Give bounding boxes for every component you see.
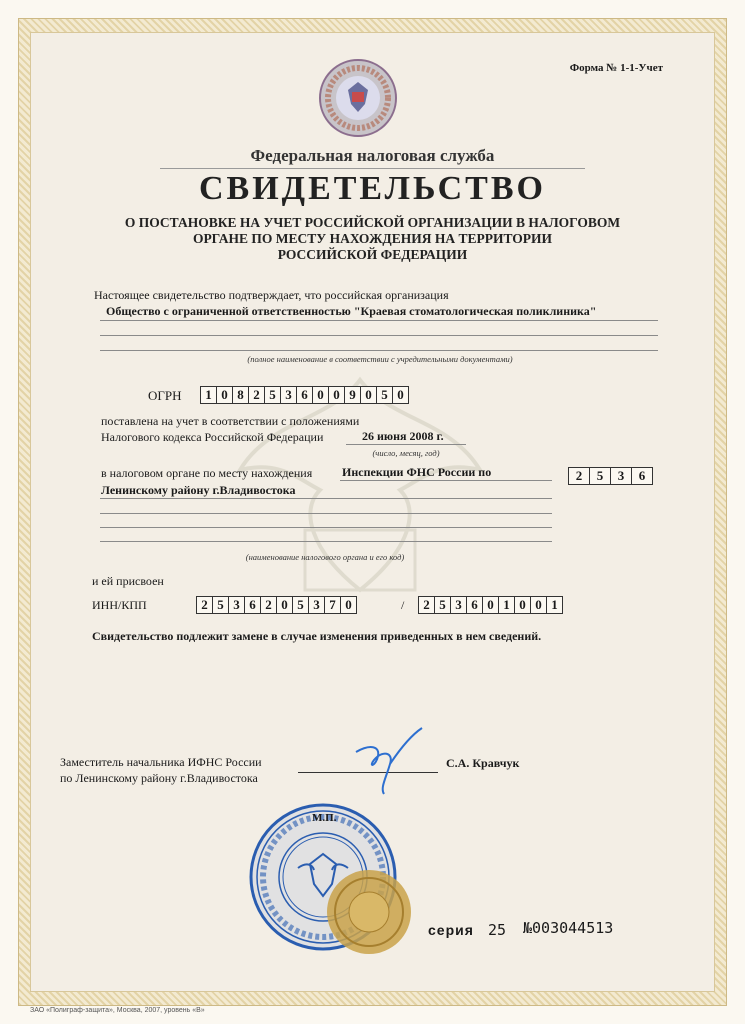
ogrn-label: ОГРН xyxy=(148,388,182,403)
ogrn-digit: 0 xyxy=(216,386,233,404)
tax-office-line xyxy=(340,480,552,481)
inn-kpp-label: ИНН/КПП xyxy=(92,598,147,612)
kpp-digit: 1 xyxy=(498,596,515,614)
ogrn-digit: 5 xyxy=(264,386,281,404)
subtitle-line: О ПОСТАНОВКЕ НА УЧЕТ РОССИЙСКОЙ ОРГАНИЗАЦИИ В НАЛОГОВОМ xyxy=(124,215,621,230)
ogrn-digit: 6 xyxy=(296,386,313,404)
registration-date: 26 июня 2008 г. xyxy=(362,429,444,443)
tax-office-code-digit: 5 xyxy=(589,467,611,485)
tax-office-name: Инспекции ФНС России по xyxy=(342,465,492,479)
signer-title-line: по Ленинскому району г.Владивостока xyxy=(60,771,258,785)
inn-digit: 5 xyxy=(292,596,309,614)
inn-cells xyxy=(196,596,357,614)
inn-digit: 7 xyxy=(324,596,341,614)
tax-office-code-digit: 2 xyxy=(568,467,590,485)
kpp-digit: 5 xyxy=(434,596,451,614)
subtitle-line: РОССИЙСКОЙ ФЕДЕРАЦИИ xyxy=(277,247,468,262)
document-title: СВИДЕТЕЛЬСТВО xyxy=(199,170,546,207)
authority-underline xyxy=(160,168,585,169)
authority-name: Федеральная налоговая служба xyxy=(250,146,495,165)
ogrn-digit: 0 xyxy=(328,386,345,404)
ogrn-digit: 0 xyxy=(312,386,329,404)
kpp-digit: 6 xyxy=(466,596,483,614)
inn-digit: 3 xyxy=(308,596,325,614)
org-name-line xyxy=(100,320,658,321)
series-label: серия xyxy=(428,922,474,938)
signer-title xyxy=(60,754,262,786)
ogrn-digit: 0 xyxy=(360,386,377,404)
tax-office-code-digit: 3 xyxy=(610,467,632,485)
certificate-number: №003044513 xyxy=(523,919,614,937)
inn-digit: 2 xyxy=(196,596,213,614)
series-value: 25 xyxy=(488,921,507,939)
org-caption: (полное наименование в соответствии с учредительными документами) xyxy=(247,354,513,364)
org-name-line xyxy=(100,335,658,336)
inn-digit: 6 xyxy=(244,596,261,614)
kpp-cells xyxy=(418,596,563,614)
kpp-digit: 3 xyxy=(450,596,467,614)
kpp-digit: 2 xyxy=(418,596,435,614)
fns-emblem-icon xyxy=(318,58,398,138)
ogrn-cells xyxy=(200,386,409,404)
ogrn-digit: 3 xyxy=(280,386,297,404)
printer-footer: ЗАО «Полиграф-защита», Москва, 2007, уровень «В» xyxy=(30,1007,205,1014)
inn-digit: 3 xyxy=(228,596,245,614)
ogrn-digit: 5 xyxy=(376,386,393,404)
inn-digit: 5 xyxy=(212,596,229,614)
replacement-statement: Свидетельство подлежит замене в случае изменения приведенных в нем сведений. xyxy=(92,629,542,643)
inn-kpp-separator: / xyxy=(401,598,405,612)
registered-line-1: поставлена на учет в соответствии с положениями xyxy=(101,414,360,428)
subtitle-line: ОРГАНЕ ПО МЕСТУ НАХОЖДЕНИЯ НА ТЕРРИТОРИИ xyxy=(192,231,553,246)
signer-title-line: Заместитель начальника ИФНС России xyxy=(60,755,262,769)
inn-digit: 2 xyxy=(260,596,277,614)
kpp-digit: 0 xyxy=(514,596,531,614)
ogrn-digit: 8 xyxy=(232,386,249,404)
stamp-place-label: М.П. xyxy=(312,812,337,824)
date-line xyxy=(346,444,466,445)
ogrn-digit: 0 xyxy=(392,386,409,404)
registered-line-2: Налогового кодекса Российской Федерации xyxy=(101,430,324,444)
ogrn-digit: 1 xyxy=(200,386,217,404)
tax-office-line xyxy=(100,498,552,499)
tax-office-name-2: Ленинскому району г.Владивостока xyxy=(101,483,296,497)
tax-office-code-cells xyxy=(568,467,653,485)
kpp-digit: 0 xyxy=(530,596,547,614)
assigned-label: и ей присвоен xyxy=(92,574,164,588)
form-number: Форма № 1-1-Учет xyxy=(569,62,663,74)
hologram-seal-icon xyxy=(325,868,413,956)
inn-digit: 0 xyxy=(340,596,357,614)
signer-name: С.А. Кравчук xyxy=(446,756,520,770)
organization-name: Общество с ограниченной ответственностью "Краевая стоматологическая поликлиника" xyxy=(106,304,597,318)
ogrn-digit: 2 xyxy=(248,386,265,404)
tax-office-line xyxy=(100,513,552,514)
tax-office-caption: (наименование налогового органа и его код) xyxy=(245,552,405,562)
kpp-digit: 1 xyxy=(546,596,563,614)
document-subtitle xyxy=(90,215,655,263)
tax-office-code-digit: 6 xyxy=(631,467,653,485)
date-caption: (число, месяц, год) xyxy=(372,448,440,458)
tax-office-line xyxy=(100,541,552,542)
intro-text: Настоящее свидетельство подтверждает, что российская организация xyxy=(94,288,449,302)
ogrn-digit: 9 xyxy=(344,386,361,404)
tax-office-label: в налоговом органе по месту нахождения xyxy=(101,466,313,480)
kpp-digit: 0 xyxy=(482,596,499,614)
handwritten-signature-icon xyxy=(350,722,430,802)
inn-digit: 0 xyxy=(276,596,293,614)
org-name-line xyxy=(100,350,658,351)
tax-office-line xyxy=(100,527,552,528)
